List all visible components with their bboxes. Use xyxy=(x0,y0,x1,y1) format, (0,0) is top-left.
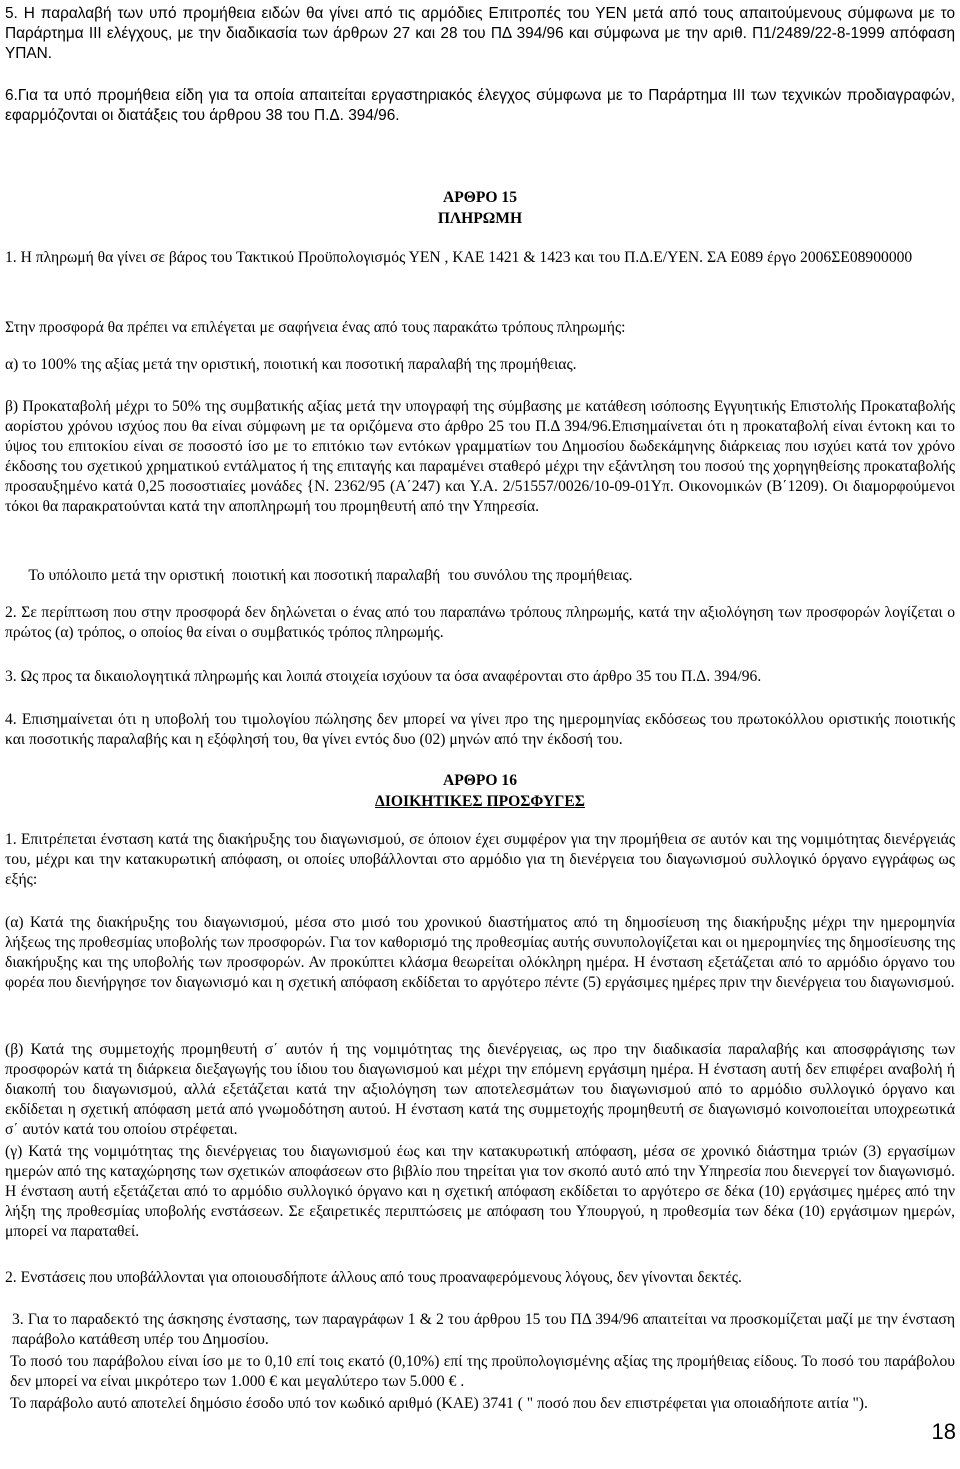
payment-remainder xyxy=(5,566,955,586)
payment-option-a-text: α) το 100% της αξίας μετά την οριστική, ποιοτική και ποσοτική παραλαβή της προμήθειας. xyxy=(5,356,577,373)
payment-option-b-text: β) Προκαταβολή μέχρι το 50% της συμβατικής αξίας μετά την υπογραφή της σύμβασης με κατάθεση ισόποσης Εγγυητικής Επιστολής Προκαταβολής αορίστου χρόνου ισχύος που θα είναι σύμφωνη με τα οριζόμενα στο άρθρο 25 του Π.Δ 394/96.Επισημαίνεται ότι η προκαταβολή είναι έντοκη και το ύψος του επιτοκίου είναι σε ποσοστό ίσο με το επιτόκιο των εντόκων γραμματίων του Δημοσίου δωδεκάμηνης διάρκειας που ισχύει κατά τον χρόνο έκδοσης του σχετικού χρηματικού εντάλματος ή της επιταγής και παραμένει σταθερό μέχρι την εξάντληση του ποσού της χορηγηθείσης προκαταβολής προσαυξημένο κατά 0,25 ποσοστιαίες μονάδες {Ν. 2362/95 (Α΄247) και Υ.Α. 2/51557/0026/10-09-01Υπ. Οικονομικών (Β΄1209). Οι διαμορφούμενοι τόκοι θα παρακρατούνται κατά την αποπληρωμή του προμηθευτή από την Υπηρεσία. xyxy=(5,398,955,515)
objection-case-a-text: (α) Κατά της διακήρυξης του διαγωνισμού, μέσα στο μισό του χρονικού διαστήματος από τη δημοσίευση της διακήρυξης μέχρι την ημερομηνία λήξεως της προθεσμίας υποβολής των προσφορών. Για τον καθορισμό της προθεσμίας αυτής συνυπολογίζεται και οι ημερομηνίες της δημοσίευσης της διακήρυξης και της υποβολής των προσφορών. Αν προκύπτει κλάσμα θεωρείται ολόκληρη ημέρα. Η ένσταση εξετάζεται από το αρμόδιο όργανο του φορέα που διενήργησε τον διαγωνισμό και η σχετική απόφαση εκδίδεται το αργότερο πέντε (5) εργάσιμες ημέρες πριν την διενέργεια του διαγωνισμού. xyxy=(5,914,955,991)
article-15-heading: ΑΡΘΡΟ 15 xyxy=(442,189,518,206)
objection-case-c xyxy=(5,1142,955,1242)
objection-case-b xyxy=(5,1040,955,1140)
default-payment-text: 2. Σε περίπτωση που στην προσφορά δεν δηλώνεται ο ένας από του παραπάνω τρόπους πληρωμής, κατά την αξιολόγηση των προσφορών λογίζεται ο πρώτος (α) τρόπος, ο οποίος θα είναι ο συμβατικός τρόπος πληρωμής. xyxy=(5,604,955,641)
article-15-subheading: ΠΛΗΡΩΜΗ xyxy=(437,210,523,227)
payment-budget-text: 1. Η πληρωμή θα γίνει σε βάρος του Τακτικού Προϋπολογισμός ΥΕΝ , ΚΑΕ 1421 & 1423 και του Π.Δ.Ε/ΥΕΝ. ΣΑ Ε089 έργο 2006ΣΕ08900000 xyxy=(5,249,913,266)
objection-case-a xyxy=(5,913,955,993)
paragraph-6-lab-testing xyxy=(5,86,955,126)
fee-revenue xyxy=(10,1394,955,1414)
article-16-heading: ΑΡΘΡΟ 16 xyxy=(442,772,518,789)
fee-amount-text: Το ποσό του παράβολου είναι ίσο με το 0,10 επί τοις εκατό (0,10%) επί της προϋπολογισμένης αξίας της προμήθειας είδους. Το ποσό του παράβολου δεν μπορεί να είναι μικρότερο των 1.000 € και μεγαλύτερο των 5.000 € . xyxy=(10,1353,955,1390)
fee-requirement-text: 3. Για το παραδεκτό της άσκησης ένστασης, των παραγράφων 1 & 2 του άρθρου 15 του ΠΔ 394/96 απαιτείται να προσκομίζεται μαζί με την ένσταση παράβολο κατάθεση υπέρ του Δημοσίου. xyxy=(12,1311,955,1348)
article-15-paragraph-4 xyxy=(5,710,955,750)
article-16-paragraph-2 xyxy=(5,1268,955,1288)
payment-choice-text: Στην προσφορά θα πρέπει να επιλέγεται με σαφήνεια ένας από τους παρακάτω τρόπους πληρωμής: xyxy=(5,319,626,336)
article-16-subheading: ΔΙΟΙΚΗΤΙΚΕΣ ΠΡΟΣΦΥΓΕΣ xyxy=(375,793,585,810)
fee-revenue-text: Το παράβολο αυτό αποτελεί δημόσιο έσοδο υπό τον κωδικό αριθμό (ΚΑΕ) 3741 ( " ποσό που δεν επιστρέφεται για οποιαδήποτε αιτία "). xyxy=(10,1395,868,1412)
objection-case-c-text: (γ) Κατά της νομιμότητας της διενέργειας του διαγωνισμού έως και την κατακυρωτική απόφαση, μέσα σε χρονικό διάστημα τριών (3) εργασίμων ημερών από της καταχώρησης των σχετικών αποφάσεων στο βιβλίο που τηρείται για τον σκοπό αυτό από την Υπηρεσία που διενεργεί τον διαγωνισμό. Η ένσταση αυτή εξετάζεται από το αρμόδιο συλλογικό όργανο και η σχετική απόφαση εκδίδεται το αργότερο σε δέκα (10) εργάσιμες ημέρες από την λήξη της προθεσμίας υποβολής ενστάσεων. Σε εξαιρετικές περιπτώσεις με απόφαση του Υπουργού, η προθεσμία των δέκα (10) εργάσιμων ημερών, μπορεί να παραταθεί. xyxy=(5,1143,955,1240)
page-number: 18 xyxy=(931,1419,956,1444)
article-16-paragraph-1 xyxy=(5,830,955,890)
payment-remainder-text: Το υπόλοιπο μετά την οριστική ποιοτική και ποσοτική παραλαβή του συνόλου της προμήθειας. xyxy=(5,567,633,584)
lab-testing-text: 6.Για τα υπό προμήθεια είδη για τα οποία απαιτείται εργαστηριακός έλεγχος σύμφωνα με το Παράρτημα ΙΙΙ των τεχνικών προδιαγραφών, εφαρμόζονται οι διατάξεις του άρθρου 38 του Π.Δ. 394/96. xyxy=(5,87,955,124)
payment-option-a xyxy=(5,355,955,375)
invoice-text: 4. Επισημαίνεται ότι η υποβολή του τιμολογίου πώλησης δεν μπορεί να γίνει προ της ημερομηνίας εκδόσεως του πρωτοκόλλου οριστικής ποιοτικής και ποσοτικής παραλαβής και η εξόφλησή του, θα γίνει εντός δυο (02) μηνών από την έκδοσή του. xyxy=(5,711,955,748)
acceptance-text: 5. Η παραλαβή των υπό προμήθεια ειδών θα γίνει από τις αρμόδιες Επιτροπές του ΥΕΝ μετά από τους απαιτούμενους σύμφωνα με το Παράρτημα ΙΙΙ ελέγχους, με την διαδικασία των άρθρων 27 και 28 του ΠΔ 394/96 και σύμφωνα με την αριθ. Π1/2489/22-8-1999 απόφαση ΥΠΑΝ. xyxy=(5,5,955,62)
payment-choice xyxy=(5,318,955,338)
paragraph-5-acceptance xyxy=(5,4,955,64)
article-15-paragraph-1 xyxy=(5,248,955,268)
inadmissible-objections-text: 2. Ενστάσεις που υποβάλλονται για οποιουσδήποτε άλλους από τους προαναφερόμενους λόγους, δεν γίνονται δεκτές. xyxy=(5,1269,742,1286)
fee-amount xyxy=(10,1352,955,1392)
payment-documents-text: 3. Ως προς τα δικαιολογητικά πληρωμής και λοιπά στοιχεία ισχύουν τα όσα αναφέρονται στο άρθρο 35 του Π.Δ. 394/96. xyxy=(5,668,762,685)
payment-option-b xyxy=(5,397,955,517)
article-16-paragraph-3 xyxy=(12,1310,955,1350)
article-15-paragraph-2 xyxy=(5,603,955,643)
objection-case-b-text: (β) Κατά της συμμετοχής προμηθευτή σ΄ αυτόν ή της νομιμότητας της διενέργειας, ως προ την διαδικασία παραλαβής και αποσφράγισης των προσφορών κατά τη διάρκεια διεξαγωγής του ίδιου του διαγωνισμού και μέχρι την επόμενη εργάσιμη ημέρα. Η ένσταση αυτή δεν επιφέρει αναβολή ή διακοπή του διαγωνισμού, αλλά εξετάζεται κατά την αξιολόγηση των αποτελεσμάτων του διαγωνισμού από το αρμόδιο συλλογικό όργανο και εκδίδεται η σχετική απόφαση μετά από γνωμοδότηση αυτού. Η ένσταση κατά της συμμετοχής προμηθευτή σε διαγωνισμό κοινοποιείται υποχρεωτικά σ΄ αυτόν κατά του οποίου στρέφεται. xyxy=(5,1041,955,1138)
article-15-paragraph-3 xyxy=(5,667,955,687)
objection-allowed-text: 1. Επιτρέπεται ένσταση κατά της διακήρυξης του διαγωνισμού, σε όποιον έχει συμφέρον για την προμήθεια σε αυτόν και της νομιμότητας διενέργειάς του, μέχρι και την κατακυρωτική απόφαση, οι οποίες υποβάλλονται στο αρμόδιο για τη διενέργεια του διαγωνισμού συλλογικό όργανο εγγράφως ως εξής: xyxy=(5,831,955,888)
